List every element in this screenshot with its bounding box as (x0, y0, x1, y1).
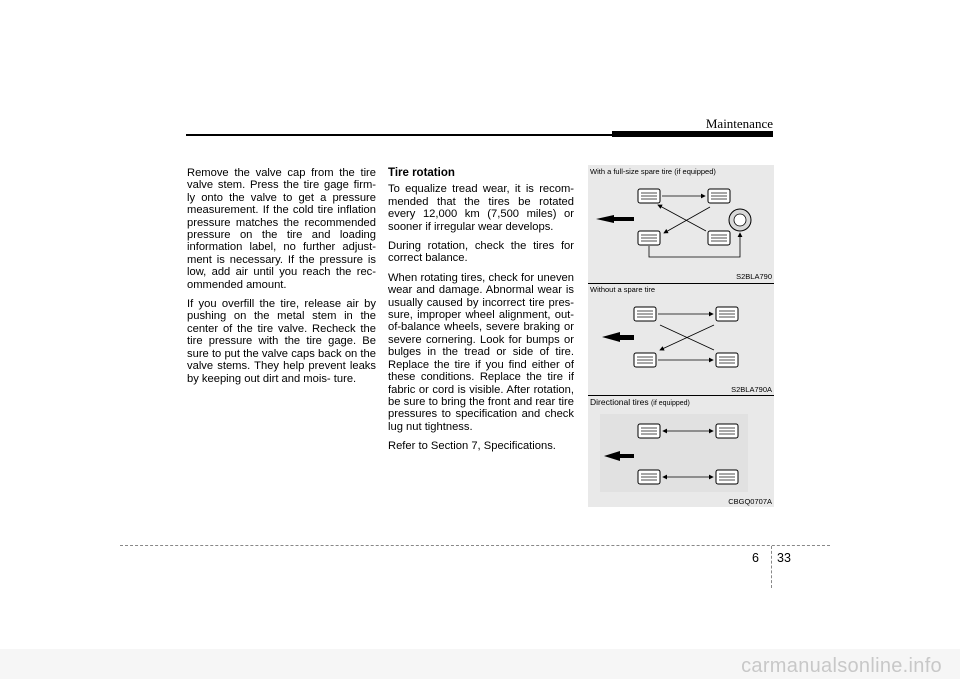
tire-icon (638, 189, 660, 203)
figure-caption-main: Directional tires (590, 397, 649, 407)
paragraph: Remove the valve cap from the tire valve stem. Press the tire gage firm- ly onto the valve to get a pressure measurement. If the cold tire inflation pressure matches the recommended pressure on the tire and loading information label, no further adjust- ment is necessary. If the pressure is low, add air until you reach the rec- ommended amount. (187, 167, 376, 291)
header-accent-bar (612, 131, 773, 137)
section-number: 6 (752, 551, 759, 565)
figure-code: S2BLA790A (731, 385, 772, 394)
paragraph: When rotating tires, check for uneven wear and damage. Abnormal wear is usually caused by incorrect tire pres- sure, improper wheel alignment, out- of-balance wheels, severe braking or severe cornering. Look for bumps or bulges in the tread or side of tire. Replace the tire if you find either of these conditions. Replace the tire if fabric or cord is visible. After rotation, be sure to bring the front and rear tire pressures to specification and check lug nut tightness. (388, 271, 574, 433)
figure-caption: With a full-size spare tire (if equipped) (590, 167, 716, 176)
section-heading: Tire rotation (388, 167, 455, 179)
tire-icon (638, 231, 660, 245)
figure-caption-note: (if equipped) (650, 400, 690, 407)
tire-icon (634, 353, 656, 367)
figure-caption: Without a spare tire (590, 285, 656, 294)
paragraph: To equalize tread wear, it is recom- mended that the tires be rotated every 12,000 km (7,500 miles) or sooner if irregular wear develops. (388, 183, 574, 233)
text-column-middle (388, 167, 574, 460)
figure-code: CBGQ0707A (728, 497, 772, 506)
footer-rule (120, 545, 830, 546)
watermark (0, 655, 960, 678)
paragraph: During rotation, check the tires for correct balance. (388, 240, 574, 265)
tire-icon (716, 353, 738, 367)
figure-divider (588, 283, 774, 284)
footer-vertical-rule (771, 546, 772, 588)
paragraph: Refer to Section 7, Specifications. (388, 440, 556, 453)
tire-icon (716, 307, 738, 321)
figure-divider (588, 395, 774, 396)
figure-caption (590, 397, 690, 407)
tire-icon (716, 424, 738, 438)
page-header-title: Maintenance (705, 116, 773, 131)
tire-icon (708, 231, 730, 245)
rotation-diagram-no-spare (588, 295, 774, 380)
tire-icon (638, 424, 660, 438)
rotation-diagram-with-spare (588, 175, 774, 275)
tire-icon (716, 470, 738, 484)
tire-icon (638, 470, 660, 484)
text-column-left (187, 167, 376, 392)
paragraph: If you overfill the tire, release air by pushing on the metal stem in the center of the tire valve. Recheck the tire pressure with the tire gage. Be sure to put the valve caps back on the valve stems. They help prevent leaks by keeping out dirt and mois- ture. (187, 298, 376, 385)
watermark-text: carmanualsonline.info (741, 655, 942, 677)
tire-icon (708, 189, 730, 203)
page-number-value: 33 (777, 551, 791, 565)
figure-code: S2BLA790 (736, 272, 772, 281)
rotation-diagram-directional (588, 410, 774, 495)
tire-icon (634, 307, 656, 321)
